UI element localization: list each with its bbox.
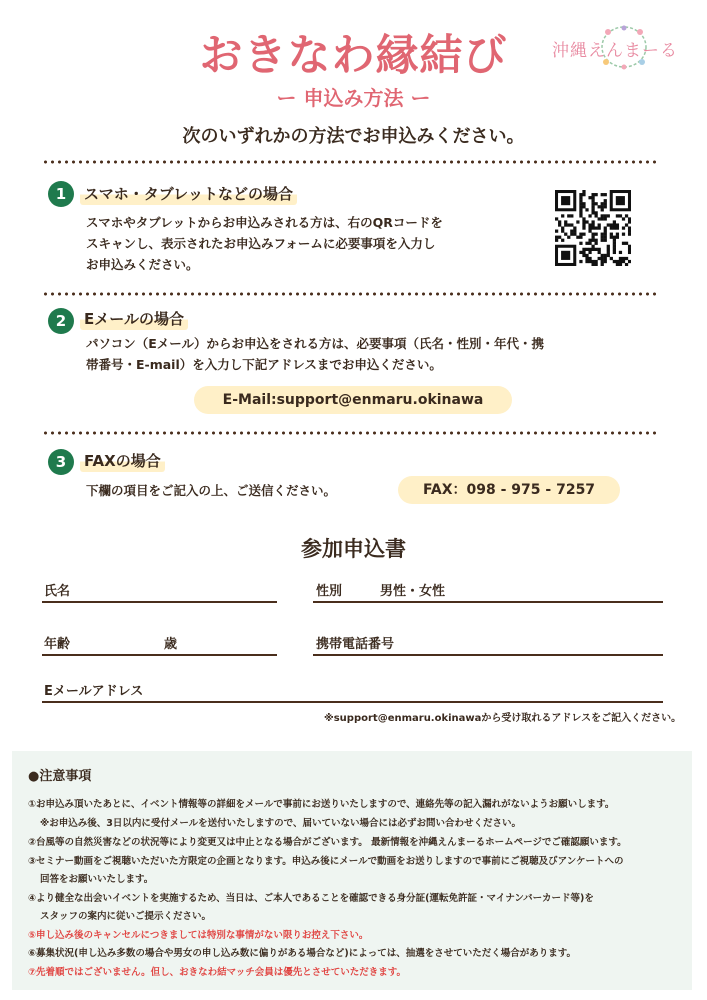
description-line: スキャンし、表示されたお申込みフォームに必要事項を入力し <box>86 236 436 251</box>
step-number-badge: 2 <box>48 308 74 334</box>
page-subtitle: ー 申込み方法 ー <box>276 86 431 110</box>
phone-label: 携帯電話番号 <box>316 637 395 652</box>
brand-logo <box>552 24 682 70</box>
page-title: おきなわ縁結び <box>199 31 508 81</box>
method-description-smartphone <box>86 212 443 275</box>
qr-code[interactable] <box>555 190 631 266</box>
description-line: お申込みください。 <box>86 257 199 272</box>
age-field-line[interactable] <box>42 654 277 656</box>
age-unit: 歳 <box>164 637 178 652</box>
method-heading-smartphone: スマホ・タブレットなどの場合 <box>80 182 297 205</box>
phone-field-line[interactable] <box>313 654 663 656</box>
note-item: ※お申込み後、3日以内に受付メールを送付いたしますので、届いていない場合には必ずお問い合わせください。 <box>40 818 521 829</box>
dotted-divider <box>42 292 660 296</box>
name-label: 氏名 <box>44 584 71 599</box>
description-line: 帯番号・E-mail）を入力し下記アドレスまでお申込ください。 <box>86 357 442 372</box>
note-item: ③セミナー動画をご視聴いただいた方限定の企画となります。申込み後にメールで動画をお送りしますので事前にご視聴及びアンケートへの <box>28 856 624 867</box>
notes-title: ●注意事項 <box>28 769 92 784</box>
note-item: ⑥募集状況(申し込み多数の場合や男女の申し込み数に偏りがある場合など)によっては、抽選をさせていただく場合があります。 <box>28 948 576 959</box>
age-label: 年齢 <box>44 637 71 652</box>
method-description-email <box>86 333 544 375</box>
gender-options[interactable]: 男性・女性 <box>380 584 446 599</box>
note-item-warning: ⑦先着順ではございません。但し、おきなわ結マッチ会員は優先とさせていただきます。 <box>28 967 406 978</box>
step-number-badge: 3 <box>48 449 74 475</box>
dotted-divider <box>42 431 660 435</box>
note-item: ②台風等の自然災害などの状況等により変更又は中止となる場合がございます。 最新情報を沖縄えんまーるホームページでご確認願います。 <box>28 837 627 848</box>
note-item: ④より健全な出会いイベントを実施するため、当日は、ご本人であることを確認できる身分証(運転免許証・マイナンバーカード等)を <box>28 893 594 904</box>
note-item: ①お申込み頂いたあとに、イベント情報等の詳細をメールで事前にお送りいたしますので、連絡先等の記入漏れがないようお願いします。 <box>28 799 615 810</box>
note-item: スタッフの案内に従いご提示ください。 <box>40 911 212 922</box>
description-line: パソコン（Eメール）からお申込をされる方は、必要事項（氏名・性別・年代・携 <box>86 336 545 351</box>
method-heading-email: Eメールの場合 <box>80 307 188 330</box>
email-note: ※support@enmaru.okinawaから受け取れるアドレスをご記入ください。 <box>324 713 682 724</box>
email-address-badge[interactable]: E-Mail:support@enmaru.okinawa <box>194 386 512 414</box>
note-item: 回答をお願いいたします。 <box>40 874 154 885</box>
gender-label: 性別 <box>316 584 343 599</box>
description-line: 下欄の項目をご記入の上、ご送信ください。 <box>86 483 337 498</box>
logo-text: 沖縄えんまーる <box>552 41 678 61</box>
note-item-warning: ⑤申し込み後のキャンセルにつきましては特別な事情がない限りお控え下さい。 <box>28 930 369 941</box>
name-field-line[interactable] <box>42 601 277 603</box>
dotted-divider <box>42 160 660 164</box>
form-title: 参加申込書 <box>301 537 406 561</box>
step-number-badge: 1 <box>48 181 74 207</box>
description-line: スマホやタブレットからお申込みされる方は、右のQRコードを <box>86 215 443 230</box>
fax-number-badge[interactable]: FAX：098 - 975 - 7257 <box>398 476 620 504</box>
method-heading-fax: FAXの場合 <box>80 449 165 472</box>
email-label: Eメールアドレス <box>44 684 144 699</box>
email-field-line[interactable] <box>42 701 663 703</box>
method-description-fax <box>86 480 336 501</box>
gender-field-line[interactable] <box>313 601 663 603</box>
instruction-text: 次のいずれかの方法でお申込みください。 <box>182 126 525 147</box>
